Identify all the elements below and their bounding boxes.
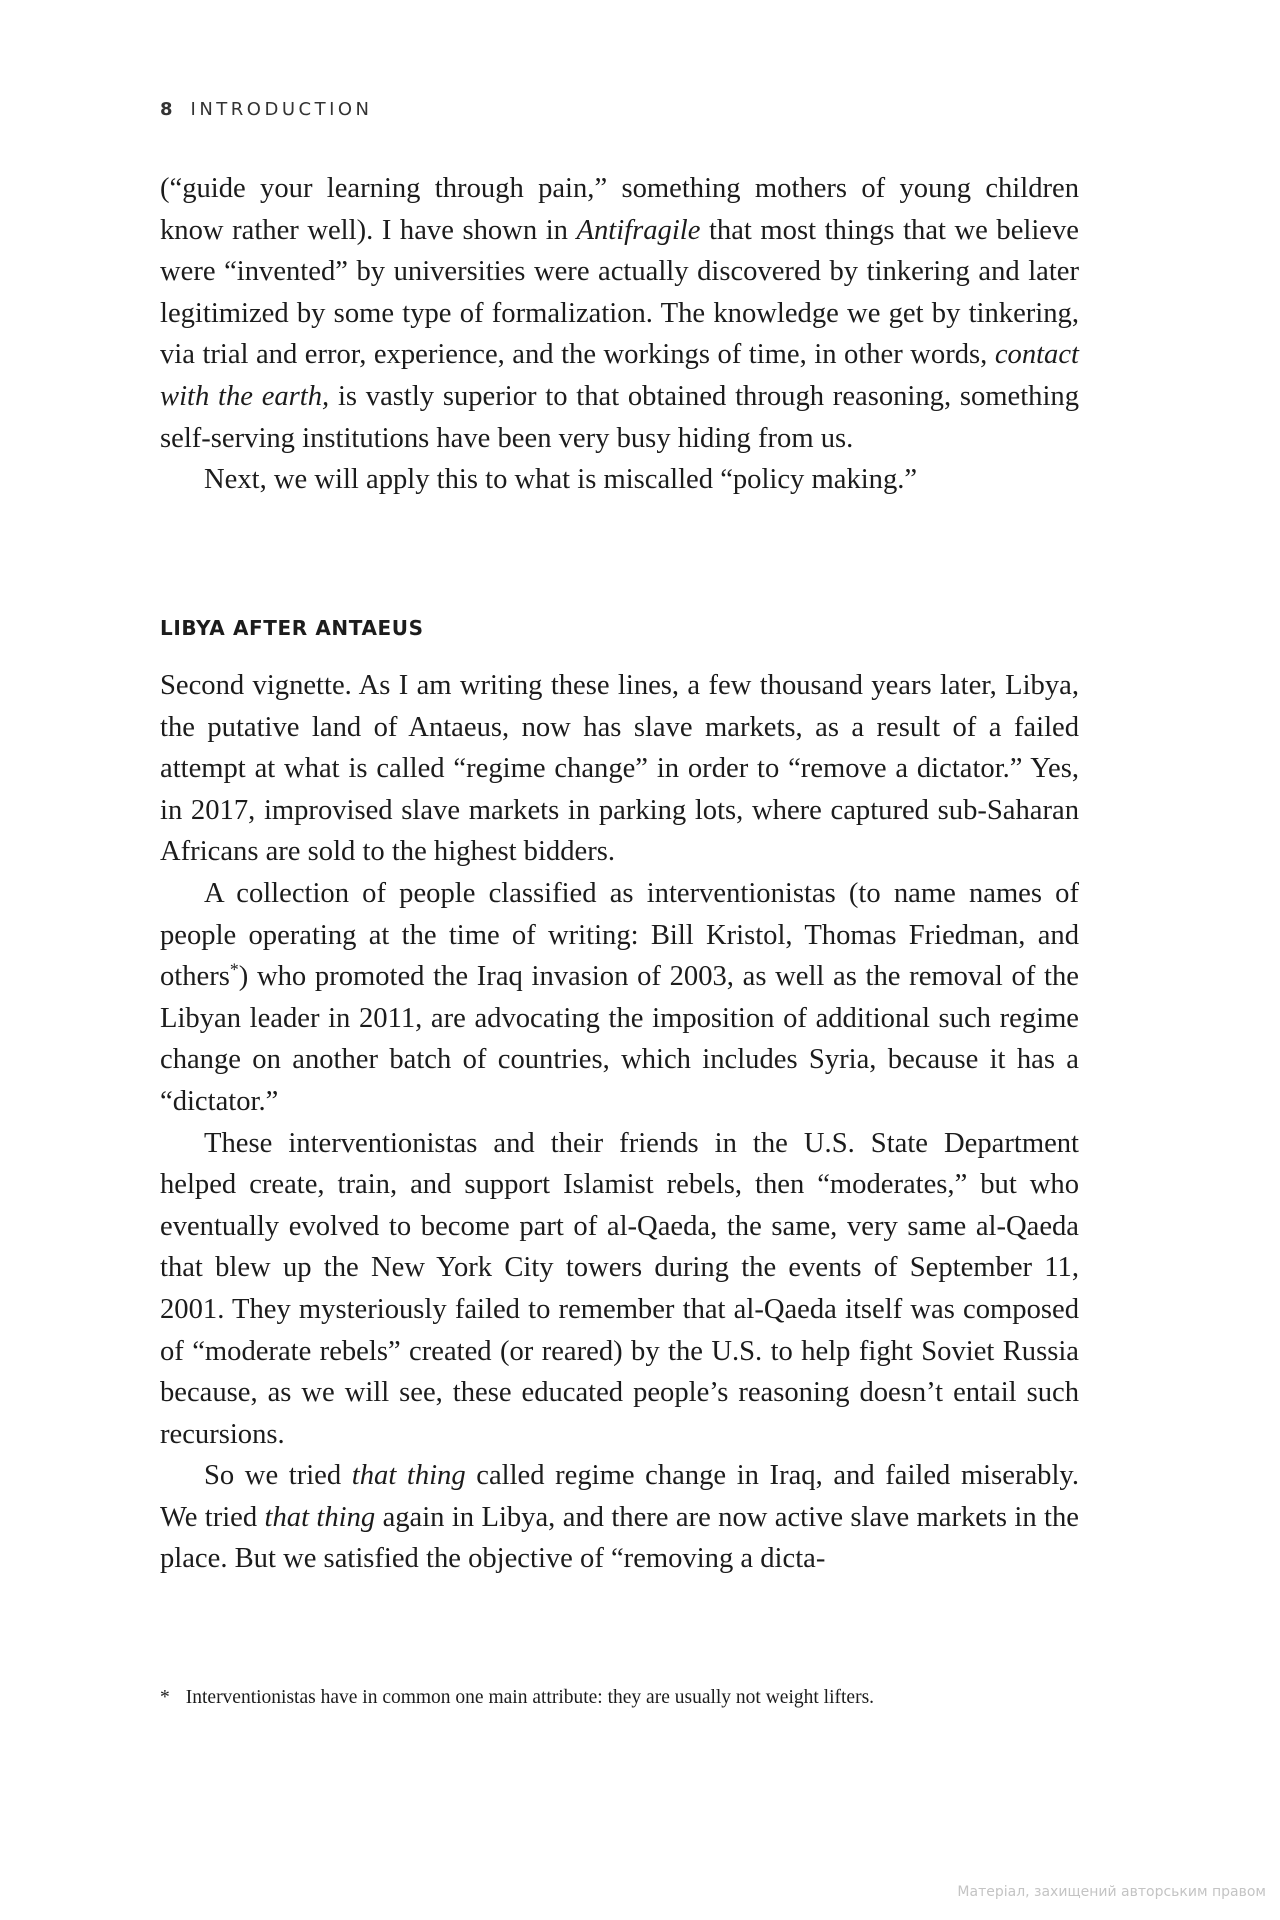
text-block-top xyxy=(160,168,1079,501)
chapter-title: INTRODUCTION xyxy=(190,99,373,120)
paragraph-policy-making: Next, we will apply this to what is miscalled “policy making.” xyxy=(204,464,918,496)
footnote xyxy=(160,1685,1079,1711)
footnote-text: Interventionistas have in common one main attribute: they are usually not weight lifters. xyxy=(185,1687,875,1708)
footnote-marker: * xyxy=(160,1687,170,1708)
text-run: So we tried xyxy=(204,1460,352,1492)
paragraph-tinkering xyxy=(160,168,1079,459)
italic-phrase: contact with the earth, xyxy=(160,339,1079,412)
text-run: A collection of people classified as interventionistas (to name names of people operating at the time of writing: Bill Kristol, Thomas Friedman, and others xyxy=(160,877,1079,993)
section-heading: LIBYA AFTER ANTAEUS xyxy=(160,616,424,640)
paragraph-regime-change xyxy=(160,1455,1079,1580)
text-run: is vastly superior to that obtained through reasoning, something self-serving institutions have been very busy hiding from us. xyxy=(160,380,1079,454)
italic-phrase: that thing xyxy=(351,1460,466,1492)
page-number: 8 xyxy=(160,99,173,120)
text-run: (“guide your learning through pain,” something mothers of young children know rather well). I have shown in xyxy=(160,173,1079,246)
italic-phrase: that thing xyxy=(264,1501,376,1533)
copyright-watermark: Матеріал, захищений авторським правом xyxy=(957,1884,1266,1900)
italic-term: Antifragile xyxy=(576,214,701,246)
footnote-reference[interactable]: * xyxy=(229,959,239,980)
text-run: called regime change in Iraq, and failed miserably. We tried xyxy=(160,1460,1079,1533)
paragraph-state-department: These interventionistas and their friends in the U.S. State Department helped create, train, and support Islamist rebels, then “moderates,” but who eventually evolved to become part of al-Qaeda, the same, very same al-Qaeda that blew up the New York City towers during the events of September 11, 2001. They mysteriously failed to remember that al-Qaeda itself was composed of “moderate rebels” created (or reared) by the U.S. to help fight Soviet Russia because, as we will see, these educated people’s reasoning doesn’t entail such recursions. xyxy=(160,1127,1079,1450)
paragraph-second-vignette: Second vignette. As I am writing these lines, a few thousand years later, Libya, the putative land of Antaeus, now has slave markets, as a result of a failed attempt at what is called “regime change” in order to “remove a dictator.” Yes, in 2017, improvised slave markets in parking lots, where captured sub-Saharan Africans are sold to the highest bidders. xyxy=(160,670,1079,868)
paragraph-interventionistas xyxy=(160,873,1079,1123)
text-run: that most things that we believe were “invented” by universities were actually discovered by tinkering and later legitimized by some type of formalization. The knowledge we get by tinkering, via trial and error, experience, and the workings of time, in other words, xyxy=(160,214,1079,371)
text-run: again in Libya, and there are now active slave markets in the place. But we satisfied the objective of “removing a dicta- xyxy=(160,1501,1079,1575)
text-block-section xyxy=(160,665,1079,1580)
text-run: ) who promoted the Iraq invasion of 2003, as well as the removal of the Libyan leader in 2011, are advocating the imposition of additional such regime change on another batch of countries, which includes Syria, because it has a “dictator.” xyxy=(160,961,1079,1117)
running-head xyxy=(160,99,373,120)
